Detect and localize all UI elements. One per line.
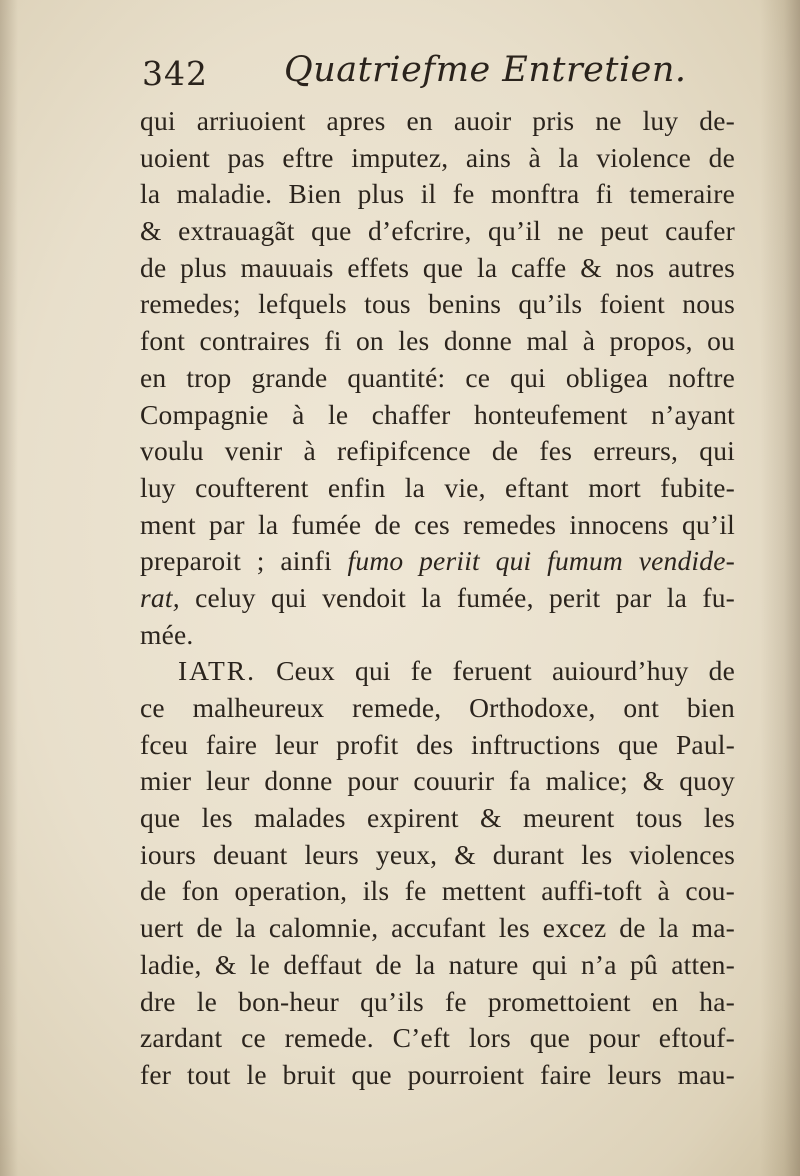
page-edge-shadow bbox=[0, 0, 18, 1176]
text-line: ment par la fumée de ces remedes innocens qu’il bbox=[140, 508, 735, 540]
text-line: fceu faire leur profit des inftructions que Paul- bbox=[140, 728, 735, 760]
page-number: 342 bbox=[142, 54, 208, 93]
text-line: voulu venir à refipifcence de fes erreurs, qui bbox=[140, 435, 735, 467]
text-line: remedes; lefquels tous benins qu’ils foient nous bbox=[140, 288, 735, 320]
text-line: uert de la calomnie, accufant les excez de la ma- bbox=[140, 912, 735, 944]
text-line: dre le bon-heur qu’ils fe promettoient en ha- bbox=[140, 985, 735, 1017]
text-line: luy coufterent enfin la vie, eftant mort fubite- bbox=[140, 471, 735, 503]
text-line: font contraires fi on les donne mal à propos, ou bbox=[140, 325, 735, 357]
line-text: celuy qui vendoit la fumée, perit par la fu- bbox=[195, 581, 735, 613]
text-line: mier leur donne pour couurir fa malice; & quoy bbox=[140, 765, 735, 797]
speaker-label: IATR. bbox=[178, 655, 256, 687]
text-line bbox=[140, 580, 735, 617]
text-line: ce malheureux remede, Orthodoxe, ont bien bbox=[140, 692, 735, 723]
text-line: de fon operation, ils fe mettent auffi-toft à cou- bbox=[140, 875, 735, 907]
running-head bbox=[142, 46, 742, 98]
text-line: iours deuant leurs yeux, & durant les violences bbox=[140, 838, 735, 870]
text-line: mée. bbox=[140, 618, 194, 650]
text-line: zardant ce remede. C’eft lors que pour eftouf- bbox=[140, 1022, 735, 1054]
line-text: preparoit ; ainfi bbox=[140, 545, 332, 577]
latin-quote: rat, bbox=[140, 581, 180, 613]
latin-quote: fumo periit qui fumum vendide- bbox=[347, 545, 735, 577]
text-line: uoient pas eftre imputez, ains à la violence de bbox=[140, 141, 735, 173]
body-text bbox=[140, 103, 735, 1094]
text-line bbox=[140, 653, 735, 690]
text-line: que les malades expirent & meurent tous les bbox=[140, 802, 735, 834]
text-line: Compagnie à le chaffer honteufement n’ayant bbox=[140, 398, 735, 430]
running-title: Quatriefme Entretien. bbox=[284, 50, 687, 90]
line-text: Ceux qui fe feruent auiourd’huy de bbox=[276, 655, 736, 687]
text-line: la maladie. Bien plus il fe monftra fi temeraire bbox=[140, 178, 735, 210]
text-line: en trop grande quantité: ce qui obligea noftre bbox=[140, 361, 735, 393]
page-gutter-shadow bbox=[760, 0, 800, 1176]
text-line bbox=[140, 543, 735, 580]
text-line: ladie, & le deffaut de la nature qui n’a pû atten- bbox=[140, 948, 735, 980]
text-line: de plus mauuais effets que la caffe & nos autres bbox=[140, 251, 735, 283]
text-line: & extrauagãt que d’efcrire, qu’il ne peut caufer bbox=[140, 215, 735, 247]
text-line: qui arriuoient apres en auoir pris ne luy de- bbox=[140, 105, 735, 136]
text-line: fer tout le bruit que pourroient faire leurs mau- bbox=[140, 1058, 735, 1090]
